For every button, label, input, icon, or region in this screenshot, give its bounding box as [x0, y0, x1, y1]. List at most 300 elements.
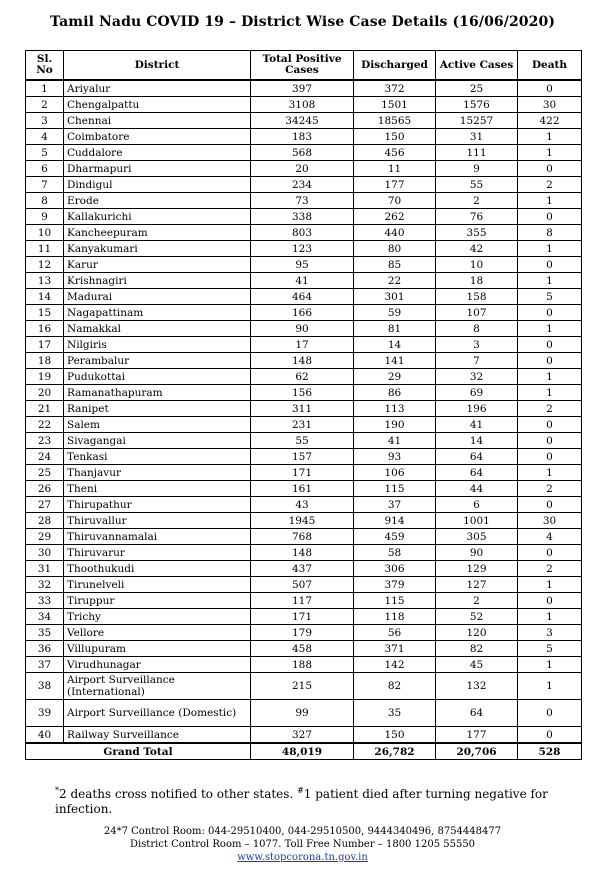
table-row: [26, 161, 582, 177]
cell-district: Trichy: [64, 609, 251, 625]
cell-total-positive: 397: [251, 80, 354, 97]
cell-sl-no: 34: [26, 609, 64, 625]
cell-death: 0: [518, 353, 582, 369]
cell-district: Railway Surveillance: [64, 727, 251, 744]
cell-active-cases: 127: [436, 577, 518, 593]
cell-sl-no: 29: [26, 529, 64, 545]
table-row: [26, 305, 582, 321]
cell-district: Tiruppur: [64, 593, 251, 609]
cell-total-positive: 148: [251, 353, 354, 369]
header-district: District: [64, 51, 251, 81]
cell-sl-no: 21: [26, 401, 64, 417]
cell-death: 1: [518, 273, 582, 289]
table-row: [26, 177, 582, 193]
contact-footer: [0, 825, 605, 864]
table-row: [26, 593, 582, 609]
cell-active-cases: 42: [436, 241, 518, 257]
cell-total-positive: 215: [251, 673, 354, 700]
cell-discharged: 86: [354, 385, 436, 401]
cell-discharged: 440: [354, 225, 436, 241]
website-link[interactable]: www.stopcorona.tn.gov.in: [237, 852, 368, 863]
cell-death: 0: [518, 593, 582, 609]
cell-active-cases: 10: [436, 257, 518, 273]
cell-death: 1: [518, 241, 582, 257]
cell-total-positive: 90: [251, 321, 354, 337]
cell-sl-no: 2: [26, 97, 64, 113]
cell-district: Madurai: [64, 289, 251, 305]
cell-death: 8: [518, 225, 582, 241]
cell-discharged: 85: [354, 257, 436, 273]
footnote: [55, 783, 565, 817]
cell-district: Airport Surveillance (International): [64, 673, 251, 700]
cell-total-positive: 157: [251, 449, 354, 465]
cell-district: Coimbatore: [64, 129, 251, 145]
cell-discharged: 59: [354, 305, 436, 321]
cell-discharged: 301: [354, 289, 436, 305]
table-row: [26, 289, 582, 305]
cell-sl-no: 32: [26, 577, 64, 593]
table-row: [26, 529, 582, 545]
cell-death: 3: [518, 625, 582, 641]
cell-discharged: 106: [354, 465, 436, 481]
cell-discharged: 306: [354, 561, 436, 577]
cell-district: Dharmapuri: [64, 161, 251, 177]
cell-district: Sivagangai: [64, 433, 251, 449]
cell-district: Nagapattinam: [64, 305, 251, 321]
cell-death: 1: [518, 129, 582, 145]
cell-sl-no: 15: [26, 305, 64, 321]
table-row: [26, 369, 582, 385]
cell-sl-no: 4: [26, 129, 64, 145]
cell-active-cases: 31: [436, 129, 518, 145]
grand-total-discharged: 26,782: [354, 743, 436, 760]
cell-total-positive: 62: [251, 369, 354, 385]
cell-district: Airport Surveillance (Domestic): [64, 700, 251, 727]
cell-active-cases: 132: [436, 673, 518, 700]
cell-discharged: 80: [354, 241, 436, 257]
cell-active-cases: 177: [436, 727, 518, 744]
cell-sl-no: 38: [26, 673, 64, 700]
cell-sl-no: 10: [26, 225, 64, 241]
footnote-text-2: 1 patient died after turning negative for infection.: [55, 787, 548, 816]
cell-total-positive: 123: [251, 241, 354, 257]
cell-active-cases: 355: [436, 225, 518, 241]
cell-total-positive: 17: [251, 337, 354, 353]
cell-discharged: 93: [354, 449, 436, 465]
cell-total-positive: 234: [251, 177, 354, 193]
cell-discharged: 115: [354, 481, 436, 497]
cell-active-cases: 120: [436, 625, 518, 641]
cell-sl-no: 6: [26, 161, 64, 177]
cell-sl-no: 5: [26, 145, 64, 161]
cell-total-positive: 166: [251, 305, 354, 321]
table-row: [26, 113, 582, 129]
cell-sl-no: 36: [26, 641, 64, 657]
cell-district: Vellore: [64, 625, 251, 641]
cell-discharged: 35: [354, 700, 436, 727]
cell-active-cases: 129: [436, 561, 518, 577]
cell-total-positive: 95: [251, 257, 354, 273]
cell-district: Thanjavur: [64, 465, 251, 481]
cell-discharged: 371: [354, 641, 436, 657]
cell-district: Krishnagiri: [64, 273, 251, 289]
header-sl-no: Sl. No: [26, 51, 64, 81]
cell-death: 2: [518, 481, 582, 497]
table-row: [26, 193, 582, 209]
cell-district: Villupuram: [64, 641, 251, 657]
cell-death: 1: [518, 369, 582, 385]
cell-sl-no: 24: [26, 449, 64, 465]
cell-district: Erode: [64, 193, 251, 209]
cell-death: 1: [518, 577, 582, 593]
cell-district: Kanyakumari: [64, 241, 251, 257]
cell-sl-no: 22: [26, 417, 64, 433]
cell-death: 5: [518, 641, 582, 657]
cell-total-positive: 73: [251, 193, 354, 209]
cell-total-positive: 41: [251, 273, 354, 289]
table-row: [26, 465, 582, 481]
cell-sl-no: 40: [26, 727, 64, 744]
cell-sl-no: 26: [26, 481, 64, 497]
footnote-mark-2: #: [297, 786, 304, 795]
cell-discharged: 456: [354, 145, 436, 161]
cell-death: 1: [518, 145, 582, 161]
table-row: [26, 673, 582, 700]
cell-death: 422: [518, 113, 582, 129]
cell-active-cases: 44: [436, 481, 518, 497]
table-row: [26, 145, 582, 161]
header-total-positive: Total Positive Cases: [251, 51, 354, 81]
cell-discharged: 11: [354, 161, 436, 177]
cell-discharged: 141: [354, 353, 436, 369]
cell-discharged: 14: [354, 337, 436, 353]
cell-sl-no: 16: [26, 321, 64, 337]
cell-death: 1: [518, 321, 582, 337]
table-row: [26, 433, 582, 449]
table-row: [26, 385, 582, 401]
toll-free-line: District Control Room – 1077. Toll Free Number – 1800 1205 55550: [129, 839, 476, 850]
cell-death: 0: [518, 337, 582, 353]
cell-death: 1: [518, 193, 582, 209]
cell-district: Thiruvarur: [64, 545, 251, 561]
cell-discharged: 190: [354, 417, 436, 433]
cell-discharged: 82: [354, 673, 436, 700]
cell-death: 1: [518, 609, 582, 625]
cell-discharged: 58: [354, 545, 436, 561]
cell-active-cases: 18: [436, 273, 518, 289]
cell-discharged: 914: [354, 513, 436, 529]
cell-sl-no: 35: [26, 625, 64, 641]
cell-active-cases: 111: [436, 145, 518, 161]
table-row: [26, 545, 582, 561]
table-row: [26, 449, 582, 465]
cell-death: 0: [518, 417, 582, 433]
cell-active-cases: 45: [436, 657, 518, 673]
cell-district: Ranipet: [64, 401, 251, 417]
footnote-text-1: 2 deaths cross notified to other states.: [59, 787, 298, 801]
table-row: [26, 80, 582, 97]
cell-district: Dindigul: [64, 177, 251, 193]
cell-district: Karur: [64, 257, 251, 273]
header-active-cases: Active Cases: [436, 51, 518, 81]
table-row: [26, 497, 582, 513]
cell-active-cases: 14: [436, 433, 518, 449]
cell-death: 1: [518, 657, 582, 673]
cell-active-cases: 196: [436, 401, 518, 417]
cell-active-cases: 15257: [436, 113, 518, 129]
cell-death: 0: [518, 433, 582, 449]
header-discharged: Discharged: [354, 51, 436, 81]
cell-active-cases: 1576: [436, 97, 518, 113]
cell-sl-no: 20: [26, 385, 64, 401]
cell-active-cases: 8: [436, 321, 518, 337]
cell-district: Pudukottai: [64, 369, 251, 385]
cell-discharged: 115: [354, 593, 436, 609]
table-row: [26, 97, 582, 113]
cell-total-positive: 768: [251, 529, 354, 545]
cell-discharged: 118: [354, 609, 436, 625]
table-row: [26, 353, 582, 369]
cell-sl-no: 13: [26, 273, 64, 289]
cell-death: 1: [518, 465, 582, 481]
cell-total-positive: 148: [251, 545, 354, 561]
cell-district: Tenkasi: [64, 449, 251, 465]
cell-sl-no: 3: [26, 113, 64, 129]
cell-death: 0: [518, 305, 582, 321]
cell-active-cases: 107: [436, 305, 518, 321]
cell-total-positive: 311: [251, 401, 354, 417]
table-row: [26, 417, 582, 433]
cell-discharged: 150: [354, 129, 436, 145]
grand-total-row: [26, 743, 582, 760]
cell-death: 1: [518, 673, 582, 700]
grand-total-label: Grand Total: [26, 743, 251, 760]
cell-total-positive: 34245: [251, 113, 354, 129]
cell-discharged: 459: [354, 529, 436, 545]
cell-active-cases: 32: [436, 369, 518, 385]
footnote-mark-1: *: [55, 786, 59, 795]
cell-district: Kallakurichi: [64, 209, 251, 225]
cell-sl-no: 37: [26, 657, 64, 673]
cell-total-positive: 20: [251, 161, 354, 177]
cell-district: Chennai: [64, 113, 251, 129]
cell-total-positive: 183: [251, 129, 354, 145]
table-row: [26, 257, 582, 273]
cell-death: 0: [518, 209, 582, 225]
table-row: [26, 225, 582, 241]
cell-active-cases: 69: [436, 385, 518, 401]
cell-discharged: 29: [354, 369, 436, 385]
cell-sl-no: 11: [26, 241, 64, 257]
cell-active-cases: 64: [436, 465, 518, 481]
page-title: Tamil Nadu COVID 19 – District Wise Case Details (16/06/2020): [49, 14, 556, 30]
cell-active-cases: 2: [436, 593, 518, 609]
cell-total-positive: 458: [251, 641, 354, 657]
cell-active-cases: 3: [436, 337, 518, 353]
table-row: [26, 481, 582, 497]
cell-death: 0: [518, 257, 582, 273]
cell-active-cases: 64: [436, 449, 518, 465]
cell-sl-no: 7: [26, 177, 64, 193]
cell-discharged: 177: [354, 177, 436, 193]
table-row: [26, 625, 582, 641]
cell-discharged: 56: [354, 625, 436, 641]
header-death: Death: [518, 51, 582, 81]
cell-sl-no: 18: [26, 353, 64, 369]
cell-district: Perambalur: [64, 353, 251, 369]
cell-total-positive: 99: [251, 700, 354, 727]
cell-active-cases: 41: [436, 417, 518, 433]
cell-active-cases: 64: [436, 700, 518, 727]
cell-death: 2: [518, 177, 582, 193]
cell-total-positive: 568: [251, 145, 354, 161]
cell-total-positive: 338: [251, 209, 354, 225]
cell-total-positive: 55: [251, 433, 354, 449]
cell-sl-no: 1: [26, 80, 64, 97]
cell-sl-no: 39: [26, 700, 64, 727]
table-row: [26, 513, 582, 529]
cell-district: Ramanathapuram: [64, 385, 251, 401]
cell-sl-no: 25: [26, 465, 64, 481]
cell-discharged: 1501: [354, 97, 436, 113]
cell-total-positive: 437: [251, 561, 354, 577]
cell-death: 0: [518, 161, 582, 177]
cell-active-cases: 76: [436, 209, 518, 225]
cell-active-cases: 1001: [436, 513, 518, 529]
cell-sl-no: 17: [26, 337, 64, 353]
cell-total-positive: 171: [251, 465, 354, 481]
table-row: [26, 129, 582, 145]
cell-sl-no: 19: [26, 369, 64, 385]
cell-active-cases: 158: [436, 289, 518, 305]
cell-district: Salem: [64, 417, 251, 433]
cell-death: 0: [518, 727, 582, 744]
cell-total-positive: 188: [251, 657, 354, 673]
cell-death: 30: [518, 97, 582, 113]
cell-active-cases: 82: [436, 641, 518, 657]
cell-total-positive: 327: [251, 727, 354, 744]
cell-district: Namakkal: [64, 321, 251, 337]
cell-district: Chengalpattu: [64, 97, 251, 113]
cell-total-positive: 179: [251, 625, 354, 641]
cell-district: Tirunelveli: [64, 577, 251, 593]
cell-district: Thiruvallur: [64, 513, 251, 529]
cell-sl-no: 33: [26, 593, 64, 609]
cell-discharged: 18565: [354, 113, 436, 129]
cell-death: 0: [518, 700, 582, 727]
table-row: [26, 321, 582, 337]
cell-death: 30: [518, 513, 582, 529]
grand-total-positive: 48,019: [251, 743, 354, 760]
cell-sl-no: 14: [26, 289, 64, 305]
cell-sl-no: 27: [26, 497, 64, 513]
table-row: [26, 209, 582, 225]
table-row: [26, 577, 582, 593]
cell-discharged: 81: [354, 321, 436, 337]
cell-active-cases: 55: [436, 177, 518, 193]
cell-district: Nilgiris: [64, 337, 251, 353]
cell-total-positive: 161: [251, 481, 354, 497]
table-row: [26, 401, 582, 417]
cell-active-cases: 6: [436, 497, 518, 513]
cell-district: Kancheepuram: [64, 225, 251, 241]
cell-active-cases: 2: [436, 193, 518, 209]
cell-total-positive: 1945: [251, 513, 354, 529]
control-room-line: 24*7 Control Room: 044-29510400, 044-29510500, 9444340496, 8754448477: [103, 826, 502, 837]
cell-total-positive: 464: [251, 289, 354, 305]
table-row: [26, 727, 582, 744]
cell-active-cases: 90: [436, 545, 518, 561]
cell-death: 1: [518, 385, 582, 401]
cell-death: 2: [518, 561, 582, 577]
cell-district: Thoothukudi: [64, 561, 251, 577]
cell-active-cases: 7: [436, 353, 518, 369]
district-cases-table: [25, 50, 582, 760]
cell-discharged: 113: [354, 401, 436, 417]
cell-active-cases: 305: [436, 529, 518, 545]
table-row: [26, 241, 582, 257]
cell-sl-no: 28: [26, 513, 64, 529]
cell-death: 2: [518, 401, 582, 417]
cell-district: Thiruvannamalai: [64, 529, 251, 545]
cell-death: 4: [518, 529, 582, 545]
cell-sl-no: 12: [26, 257, 64, 273]
table-row: [26, 337, 582, 353]
cell-death: 5: [518, 289, 582, 305]
cell-district: Thirupathur: [64, 497, 251, 513]
cell-discharged: 372: [354, 80, 436, 97]
cell-death: 0: [518, 449, 582, 465]
table-row: [26, 700, 582, 727]
cell-district: Virudhunagar: [64, 657, 251, 673]
cell-sl-no: 30: [26, 545, 64, 561]
cell-discharged: 37: [354, 497, 436, 513]
cell-active-cases: 52: [436, 609, 518, 625]
cell-death: 0: [518, 497, 582, 513]
grand-total-active: 20,706: [436, 743, 518, 760]
cell-sl-no: 23: [26, 433, 64, 449]
cell-total-positive: 117: [251, 593, 354, 609]
table-header-row: [26, 51, 582, 81]
cell-district: Ariyalur: [64, 80, 251, 97]
cell-sl-no: 8: [26, 193, 64, 209]
cell-total-positive: 171: [251, 609, 354, 625]
cell-total-positive: 43: [251, 497, 354, 513]
cell-total-positive: 803: [251, 225, 354, 241]
cell-district: Cuddalore: [64, 145, 251, 161]
cell-total-positive: 156: [251, 385, 354, 401]
cell-discharged: 262: [354, 209, 436, 225]
cell-discharged: 142: [354, 657, 436, 673]
cell-district: Theni: [64, 481, 251, 497]
cell-discharged: 379: [354, 577, 436, 593]
cell-total-positive: 231: [251, 417, 354, 433]
cell-discharged: 41: [354, 433, 436, 449]
cell-death: 0: [518, 545, 582, 561]
table-row: [26, 657, 582, 673]
table-body: [26, 80, 582, 760]
cell-death: 0: [518, 80, 582, 97]
cell-active-cases: 9: [436, 161, 518, 177]
table-row: [26, 273, 582, 289]
table-row: [26, 561, 582, 577]
grand-total-death: 528: [518, 743, 582, 760]
cell-total-positive: 507: [251, 577, 354, 593]
cell-active-cases: 25: [436, 80, 518, 97]
cell-discharged: 150: [354, 727, 436, 744]
table-row: [26, 609, 582, 625]
table-row: [26, 641, 582, 657]
